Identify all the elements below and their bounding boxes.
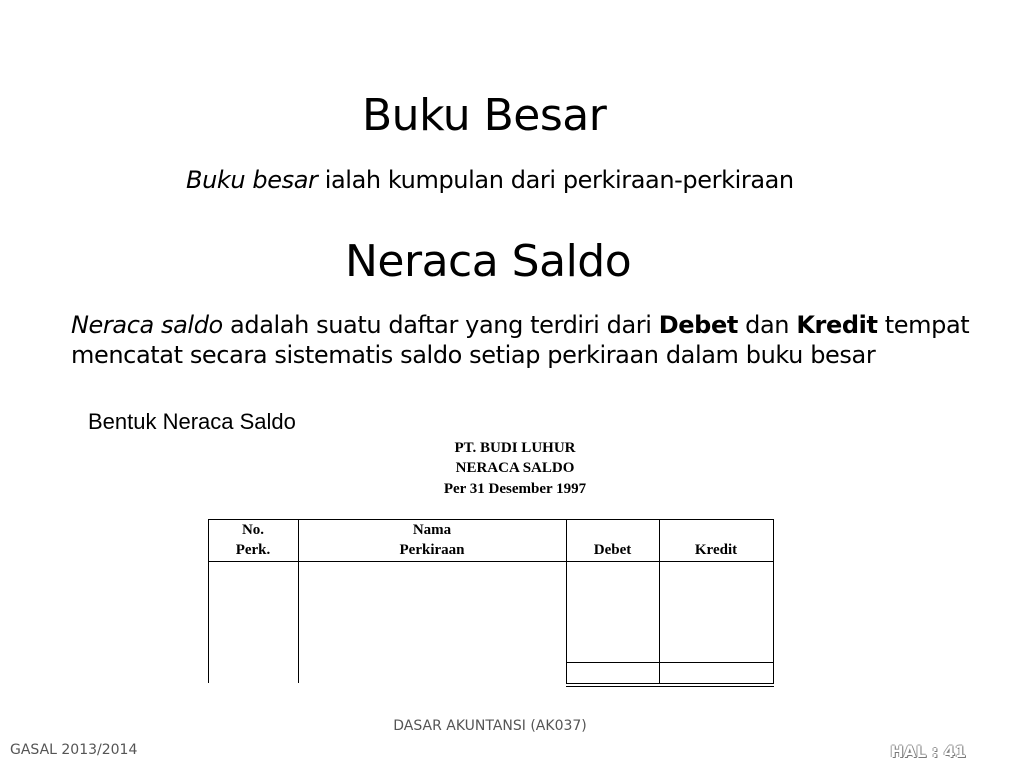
definition-text: adalah suatu daftar yang terdiri dari — [222, 311, 659, 339]
table-total-line — [566, 662, 774, 663]
col-header-no — [208, 520, 298, 560]
neraca-saldo-definition-line2: mencatat secara sistematis saldo setiap perkiraan dalam buku besar — [71, 341, 876, 369]
col-header-nama-line1: Nama — [412, 522, 452, 538]
form-report-date: Per 31 Desember 1997 — [443, 481, 587, 497]
title-neraca-saldo: Neraca Saldo — [345, 236, 632, 287]
col-header-debet: Debet — [593, 542, 632, 558]
form-company-name: PT. BUDI LUHUR — [454, 440, 576, 456]
buku-besar-definition — [186, 166, 794, 194]
term-buku-besar: Buku besar — [186, 166, 318, 194]
neraca-saldo-definition-line1 — [71, 311, 969, 339]
term-neraca-saldo: Neraca saldo — [71, 311, 223, 339]
footer-page-number: HAL : 41 — [890, 742, 966, 761]
col-header-nama — [298, 520, 566, 560]
col-header-no-line1: No. — [241, 522, 265, 538]
table-header-divider — [208, 561, 774, 562]
term-debet: Debet — [658, 311, 738, 339]
definition-text: dan — [737, 311, 797, 339]
form-caption: Bentuk Neraca Saldo — [88, 409, 296, 434]
table-double-underline-2 — [566, 686, 774, 687]
definition-text: ialah kumpulan dari perkiraan-perkiraan — [317, 166, 794, 194]
form-report-name: NERACA SALDO — [455, 460, 575, 476]
col-header-kredit: Kredit — [694, 542, 738, 558]
term-kredit: Kredit — [796, 311, 878, 339]
table-double-underline-1 — [566, 683, 774, 684]
title-buku-besar: Buku Besar — [362, 90, 607, 141]
col-header-no-line2: Perk. — [235, 542, 271, 558]
table-border-right — [773, 519, 774, 683]
footer-course: DASAR AKUNTANSI (AK037) — [393, 718, 587, 734]
col-header-nama-line2: Perkiraan — [399, 542, 465, 558]
definition-text: tempat — [877, 311, 970, 339]
trial-balance-table — [208, 519, 774, 687]
footer-semester: GASAL 2013/2014 — [10, 742, 138, 758]
